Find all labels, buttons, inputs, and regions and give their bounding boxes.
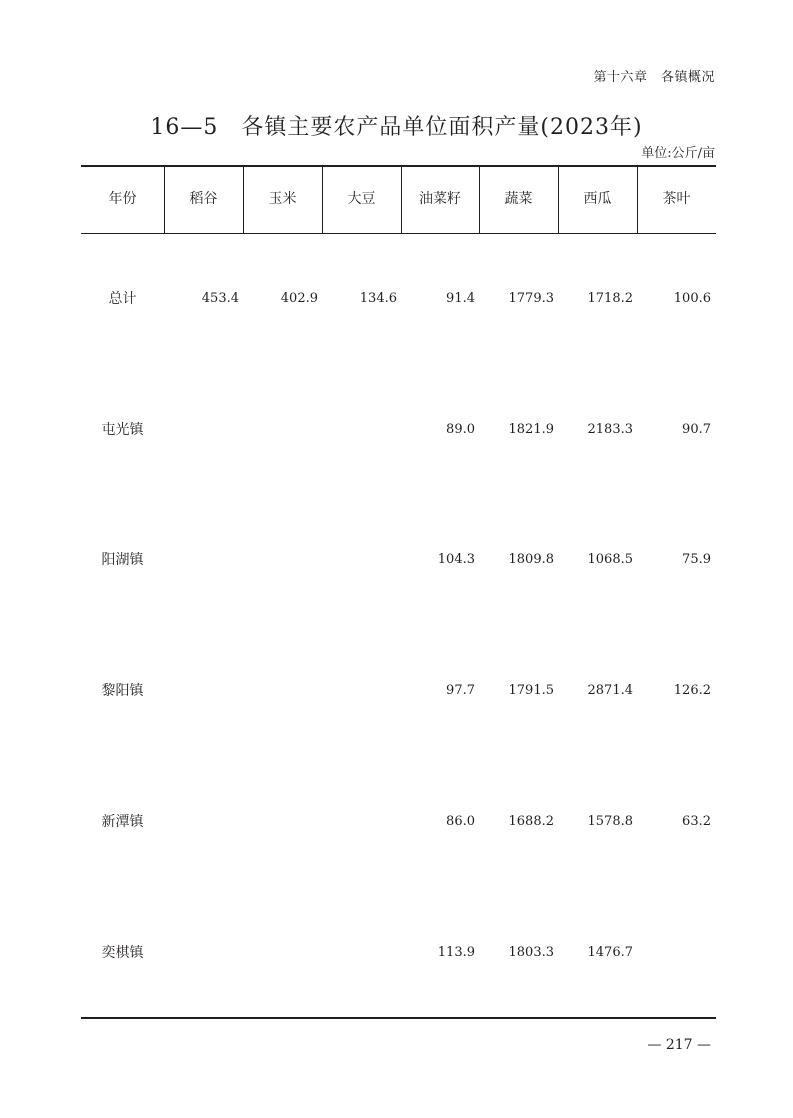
row-label-tunguang: 屯光镇 [101,422,144,438]
header-divider [558,166,559,233]
cell-yanghu-tea: 75.9 [682,552,711,567]
cell-yanghu-vegetables: 1809.8 [508,552,554,567]
header-divider [322,166,323,233]
header-soybean: 大豆 [347,191,376,207]
cell-total-watermelon: 1718.2 [587,291,633,306]
cell-liyang-watermelon: 2871.4 [587,683,633,698]
cell-total-vegetables: 1779.3 [508,291,554,306]
row-label-total: 总计 [108,291,137,307]
header-divider [164,166,165,233]
cell-total-rice: 453.4 [201,291,239,306]
table-bottom-rule [81,1017,716,1019]
cell-xintan-vegetables: 1688.2 [508,814,554,829]
cell-liyang-tea: 126.2 [673,683,711,698]
header-divider [243,166,244,233]
header-divider [637,166,638,233]
header-divider [401,166,402,233]
cell-xintan-tea: 63.2 [682,814,711,829]
table-title: 16—5 各镇主要农产品单位面积产量(2023年) [150,115,643,140]
cell-xintan-rapeseed: 86.0 [446,814,475,829]
row-label-yanghu: 阳湖镇 [101,552,144,568]
header-rice: 稻谷 [189,191,218,207]
cell-liyang-rapeseed: 97.7 [446,683,475,698]
cell-yiqi-watermelon: 1476.7 [587,945,633,960]
header-divider [479,166,480,233]
cell-yiqi-vegetables: 1803.3 [508,945,554,960]
cell-tunguang-vegetables: 1821.9 [508,422,554,437]
header-vegetables: 蔬菜 [504,191,533,207]
row-label-xintan: 新潭镇 [101,814,144,830]
header-bottom-rule [81,233,716,234]
cell-tunguang-tea: 90.7 [682,422,711,437]
cell-yiqi-rapeseed: 113.9 [437,945,475,960]
cell-tunguang-rapeseed: 89.0 [446,422,475,437]
cell-yanghu-rapeseed: 104.3 [437,552,475,567]
cell-total-rapeseed: 91.4 [446,291,475,306]
header-watermelon: 西瓜 [583,191,612,207]
page-number: — 217 — [647,1037,711,1053]
cell-total-corn: 402.9 [280,291,318,306]
header-tea: 茶叶 [662,191,691,207]
cell-total-tea: 100.6 [673,291,711,306]
cell-yanghu-watermelon: 1068.5 [587,552,633,567]
header-corn: 玉米 [268,191,297,207]
row-label-yiqi: 奕棋镇 [101,945,144,961]
cell-liyang-vegetables: 1791.5 [508,683,554,698]
row-label-liyang: 黎阳镇 [101,683,144,699]
cell-total-soybean: 134.6 [359,291,397,306]
header-rapeseed: 油菜籽 [419,191,461,207]
running-head: 第十六章 各镇概况 [593,70,715,85]
header-year: 年份 [108,191,137,207]
unit-label: 单位:公斤/亩 [641,146,715,161]
cell-tunguang-watermelon: 2183.3 [587,422,633,437]
cell-xintan-watermelon: 1578.8 [587,814,633,829]
